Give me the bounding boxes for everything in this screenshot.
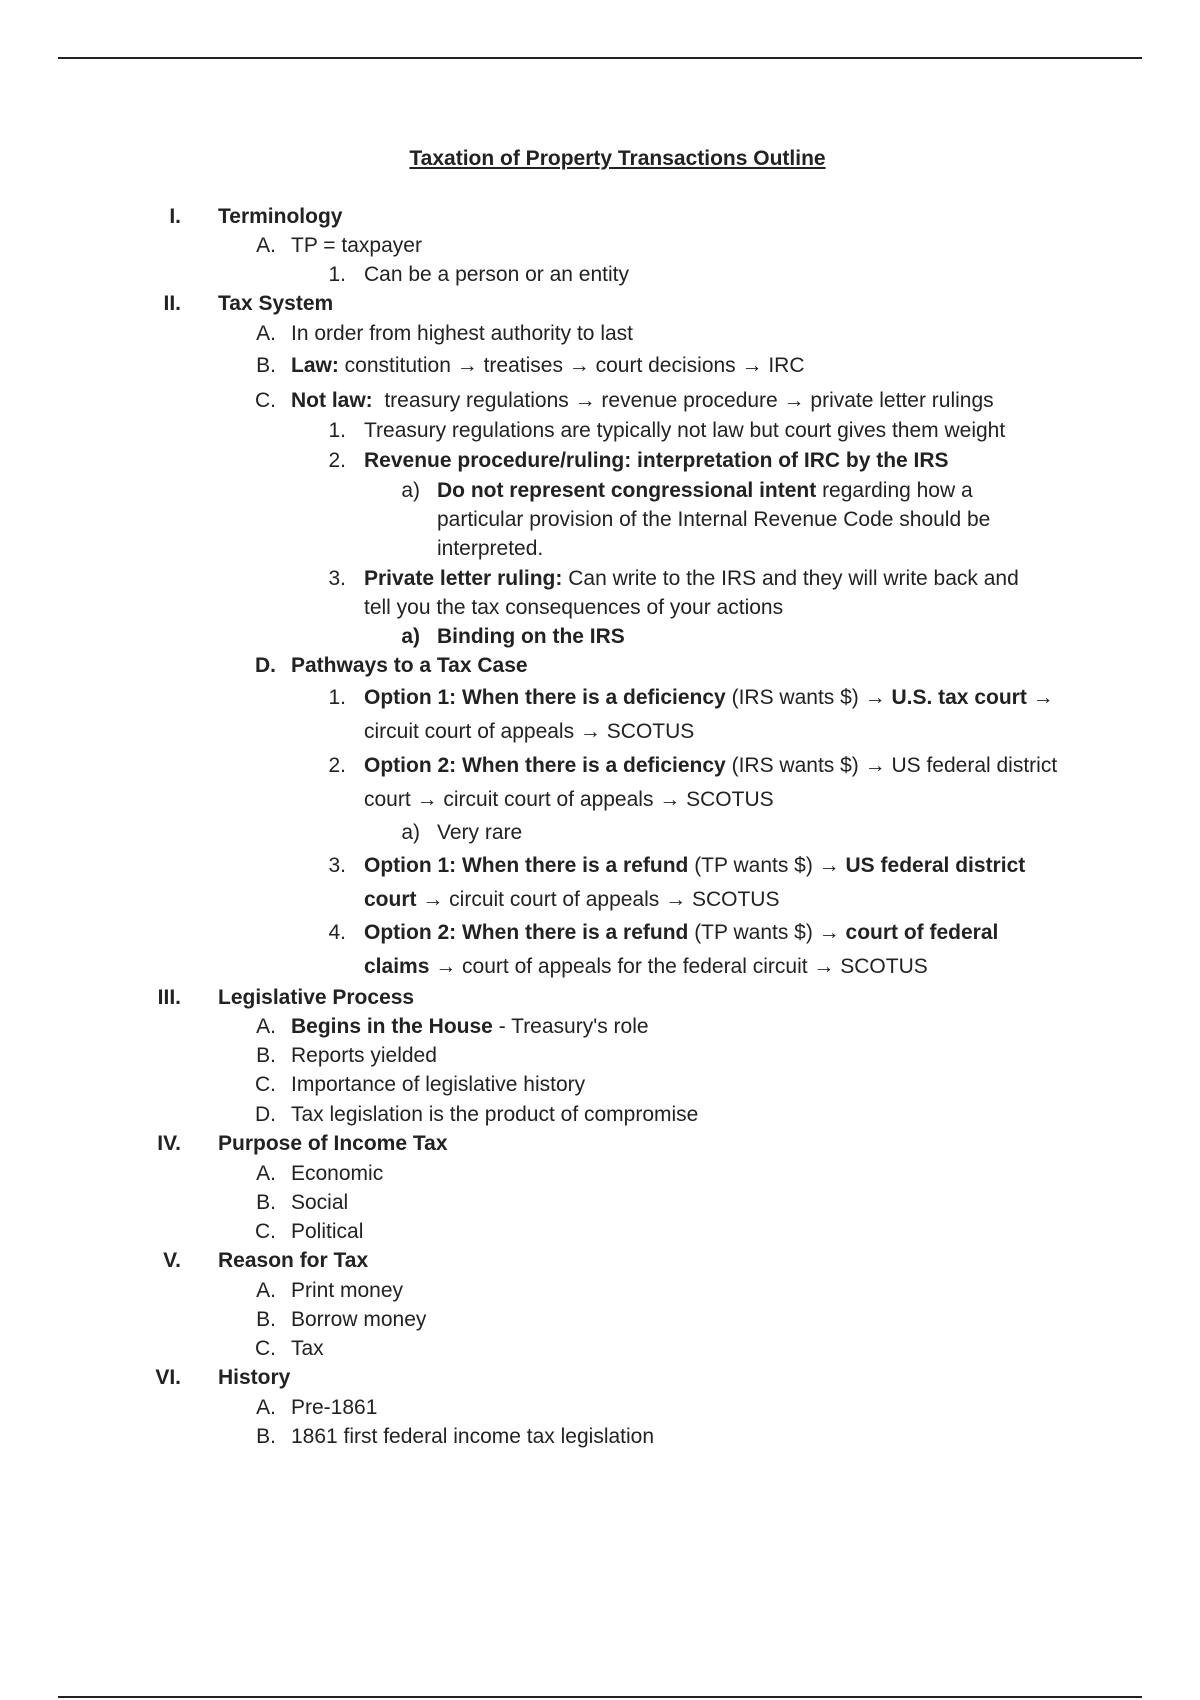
bold-lead: court of federal (845, 921, 999, 944)
bold-lead: Begins in the House (291, 1015, 493, 1038)
list-marker: D. (255, 1103, 276, 1126)
list-marker: 1. (328, 419, 346, 442)
list-item: 1861 first federal income tax legislation (291, 1425, 655, 1448)
item-continuation: circuit court of appeals → SCOTUS (364, 720, 695, 743)
list-marker: 3. (328, 854, 346, 877)
list-item: Print money (291, 1279, 404, 1302)
list-marker: 3. (328, 567, 346, 590)
list-item: Tax legislation is the product of compromise (291, 1103, 699, 1126)
list-item (291, 1013, 649, 1041)
list-marker: B. (256, 354, 276, 377)
list-marker: 2. (328, 449, 346, 472)
section-heading: Reason for Tax (218, 1249, 369, 1272)
list-item: Borrow money (291, 1308, 427, 1331)
item-text: (IRS wants $) → (725, 686, 892, 709)
list-item: Tax (291, 1337, 324, 1360)
list-marker: 2. (328, 754, 346, 777)
bold-lead: Option 2: When there is a deficiency (364, 754, 726, 777)
bold-lead: Option 1: When there is a refund (364, 854, 689, 877)
list-item: In order from highest authority to last (291, 322, 633, 345)
list-item: Treasury regulations are typically not law but court gives them weight (364, 419, 1006, 442)
bold-lead: Private letter ruling: (364, 567, 563, 590)
list-marker: C. (255, 1220, 276, 1243)
section-heading: Terminology (218, 205, 343, 228)
list-marker: C. (255, 1337, 276, 1360)
list-item (364, 684, 1054, 712)
list-item (364, 752, 1057, 780)
item-text: regarding how a (816, 479, 973, 502)
section-heading: History (218, 1366, 291, 1389)
list-item: Economic (291, 1162, 384, 1185)
section-number: VI. (155, 1366, 181, 1389)
bold-lead: claims (364, 955, 430, 978)
section-number: II. (163, 292, 181, 315)
bold-lead: Law: (291, 354, 339, 377)
item-text: treasury regulations → revenue procedure → private letter rulings (372, 389, 994, 412)
list-item: Importance of legislative history (291, 1073, 586, 1096)
list-marker: A. (256, 1162, 276, 1185)
list-item: Reports yielded (291, 1044, 437, 1067)
list-marker: a) (401, 479, 420, 502)
list-item: Binding on the IRS (437, 625, 625, 648)
section-number: IV. (157, 1132, 181, 1155)
list-item (364, 919, 998, 947)
list-marker: A. (256, 1015, 276, 1038)
item-continuation: court → circuit court of appeals → SCOTUS (364, 788, 774, 811)
item-continuation: interpreted. (437, 537, 544, 560)
item-text: (TP wants $) → (688, 921, 846, 944)
section-heading: Purpose of Income Tax (218, 1132, 448, 1155)
item-continuation: tell you the tax consequences of your actions (364, 596, 784, 619)
list-item: Can be a person or an entity (364, 263, 630, 286)
list-item: Very rare (437, 821, 523, 844)
list-marker: A. (256, 322, 276, 345)
list-item (364, 852, 1025, 880)
list-marker: a) (401, 625, 420, 648)
list-marker: B. (256, 1044, 276, 1067)
item-text: (TP wants $) → (688, 854, 846, 877)
item-text: → (1026, 686, 1054, 709)
list-marker: B. (256, 1425, 276, 1448)
item-continuation (364, 953, 928, 981)
item-text: Can write to the IRS and they will write back and (562, 567, 1019, 590)
bold-lead: court (364, 888, 417, 911)
list-item (364, 565, 1019, 593)
bottom-rule (58, 1696, 1142, 1698)
list-marker: D. (255, 654, 276, 677)
list-marker: C. (255, 389, 276, 412)
bold-lead: Option 1: When there is a deficiency (364, 686, 726, 709)
section-heading: Tax System (218, 292, 334, 315)
list-item (291, 387, 994, 415)
list-item (291, 352, 805, 380)
list-marker: 1. (328, 686, 346, 709)
list-marker: C. (255, 1073, 276, 1096)
document-title: Taxation of Property Transactions Outline (409, 147, 826, 170)
item-text: constitution → treatises → court decisions → IRC (338, 354, 805, 377)
item-text: - Treasury's role (492, 1015, 649, 1038)
bold-lead: Not law: (291, 389, 373, 412)
item-continuation: particular provision of the Internal Revenue Code should be (437, 508, 991, 531)
bold-lead: U.S. tax court (891, 686, 1027, 709)
list-item (437, 477, 973, 505)
section-heading: Legislative Process (218, 986, 415, 1009)
list-marker: 1. (328, 263, 346, 286)
section-number: V. (163, 1249, 181, 1272)
item-text: → circuit court of appeals → SCOTUS (416, 888, 780, 911)
top-rule (58, 57, 1142, 59)
list-item: Political (291, 1220, 364, 1243)
list-item: Pathways to a Tax Case (291, 654, 528, 677)
bold-lead: US federal district (845, 854, 1026, 877)
list-item: Social (291, 1191, 349, 1214)
list-item: Revenue procedure/ruling: interpretation of IRC by the IRS (364, 449, 949, 472)
bold-lead: Do not represent congressional intent (437, 479, 817, 502)
list-marker: A. (256, 234, 276, 257)
item-text: → court of appeals for the federal circuit → SCOTUS (429, 955, 928, 978)
item-text: (IRS wants $) → US federal district (725, 754, 1058, 777)
list-marker: B. (256, 1308, 276, 1331)
item-continuation (364, 886, 779, 914)
list-item: TP = taxpayer (291, 234, 422, 257)
list-item: Pre-1861 (291, 1396, 378, 1419)
list-marker: A. (256, 1396, 276, 1419)
section-number: I. (169, 205, 181, 228)
bold-lead: Option 2: When there is a refund (364, 921, 689, 944)
list-marker: a) (401, 821, 420, 844)
list-marker: 4. (328, 921, 346, 944)
section-number: III. (157, 986, 181, 1009)
list-marker: B. (256, 1191, 276, 1214)
list-marker: A. (256, 1279, 276, 1302)
